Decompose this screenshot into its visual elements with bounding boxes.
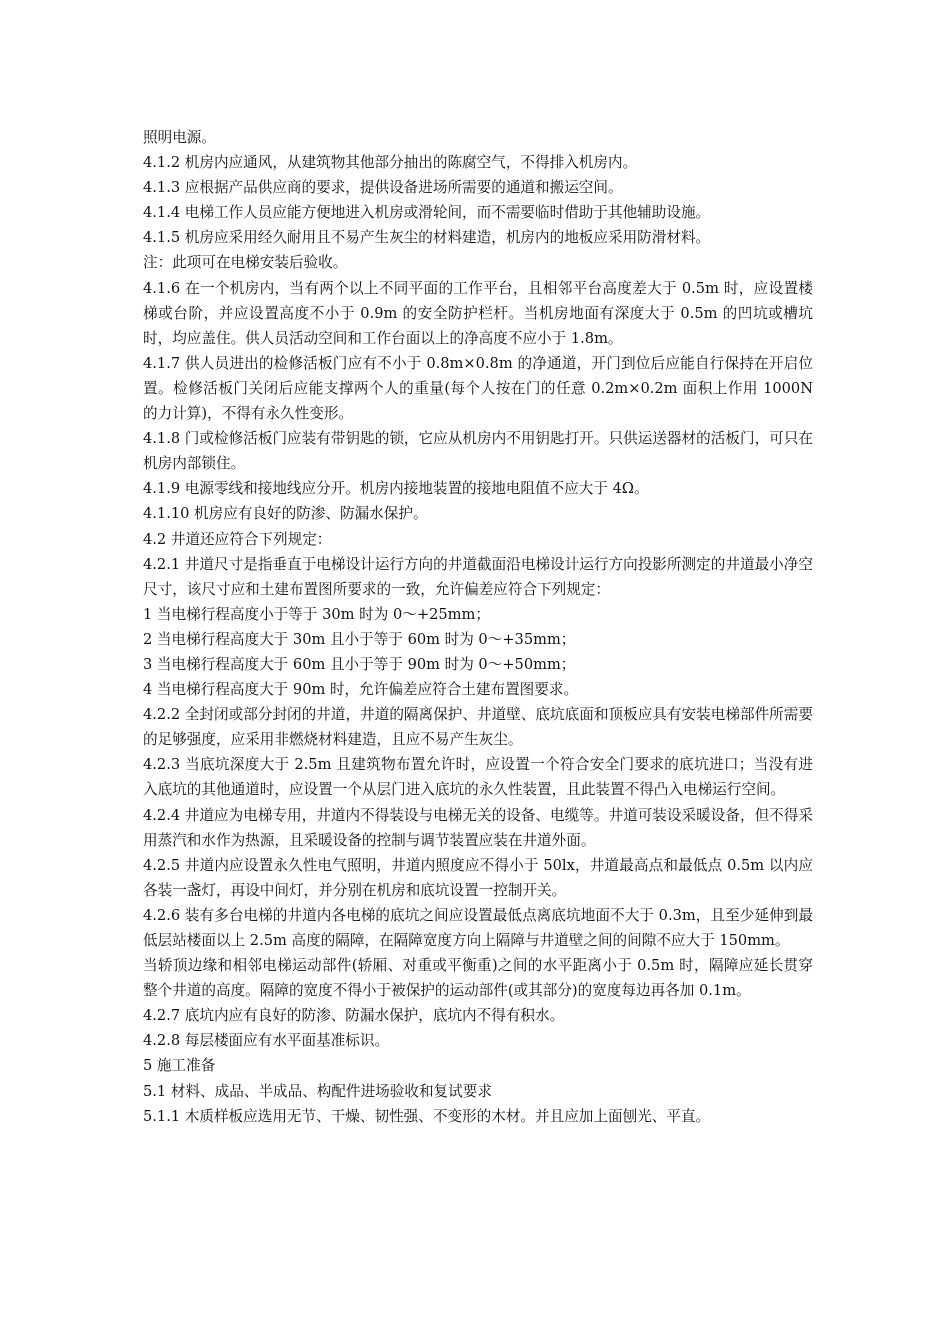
paragraph-4-1-7: 4.1.7 供人员进出的检修活板门应有不小于 0.8m×0.8m 的净通道，开门到位后应能自行保持在开启位置。检修活板门关闭后应能支撑两个人的重量(每个人按在门的任意 0.2m×0.2m 面积上作用 1000N 的力计算)，不得有永久性变形。 xyxy=(143,354,813,423)
paragraph-4-1-3: 4.1.3 应根据产品供应商的要求，提供设备进场所需要的通道和搬运空间。 xyxy=(143,179,623,197)
paragraph-4-2-7: 4.2.7 底坑内应有良好的防渗、防漏水保护，底坑内不得有积水。 xyxy=(143,1007,565,1025)
paragraph-4-1-10: 4.1.10 机房应有良好的防渗、防漏水保护。 xyxy=(143,505,428,523)
paragraph-4-1-5: 4.1.5 机房应采用经久耐用且不易产生灰尘的材料建造，机房内的地板应采用防滑材料。 xyxy=(143,229,711,247)
paragraph-4-2-5: 4.2.5 井道内应设置永久性电气照明，井道内照度应不得小于 50lx，井道最高点和最低点 0.5m 以内应各装一盏灯，再设中间灯，并分别在机房和底坑设置一控制开关。 xyxy=(143,856,813,899)
heading-5: 5 施工准备 xyxy=(143,1057,216,1075)
paragraph-lighting-power: 照明电源。 xyxy=(143,129,216,146)
list-item-3: 3 当电梯行程高度大于 60m 且小于等于 90m 时为 0～+50mm； xyxy=(143,655,576,673)
paragraph-4-2-3: 4.2.3 当底坑深度大于 2.5m 且建筑物布置允许时，应设置一个符合安全门要求的底坑进口；当没有进入底坑的其他通道时，应设置一个从层门进入底坑的永久性装置，且此装置不得凸入电梯运行空间。 xyxy=(143,756,813,799)
paragraph-4-1-6: 4.1.6 在一个机房内，当有两个以上不同平面的工作平台，且相邻平台高度差大于 0.5m 时，应设置楼梯或台阶，并应设置高度不小于 0.9m 的安全防护栏杆。当机房地面有深度大于 0.5m 的凹坑或槽坑时，均应盖住。供人员活动空间和工作台面以上的净高度不应小于 1.8m。 xyxy=(143,279,813,347)
paragraph-4-1-9: 4.1.9 电源零线和接地线应分开。机房内接地装置的接地电阻值不应大于 4Ω。 xyxy=(143,480,649,498)
heading-5-1: 5.1 材料、成品、半成品、构配件进场验收和复试要求 xyxy=(143,1082,492,1100)
paragraph-4-2-6: 4.2.6 装有多台电梯的井道内各电梯的底坑之间应设置最低点离底坑地面不大于 0.3m，且至少延伸到最低层站楼面以上 2.5m 高度的隔障，在隔障宽度方向上隔障与井道壁之间的间隙不应大于 150mm。 xyxy=(143,906,813,949)
paragraph-4-2-4: 4.2.4 井道应为电梯专用，井道内不得装设与电梯无关的设备、电缆等。井道可装设采暖设备，但不得采用蒸汽和水作为热源，且采暖设备的控制与调节装置应装在井道外面。 xyxy=(143,806,813,849)
list-item-1: 1 当电梯行程高度小于等于 30m 时为 0～+25mm； xyxy=(143,605,490,623)
paragraph-5-1-1: 5.1.1 木质样板应选用无节、干燥、韧性强、不变形的木材。并且应加上面刨光、平直。 xyxy=(143,1107,711,1125)
list-item-2: 2 当电梯行程高度大于 30m 且小于等于 60m 时为 0～+35mm； xyxy=(143,630,576,648)
paragraph-4-2-6-continued: 当轿顶边缘和相邻电梯运动部件(轿厢、对重或平衡重)之间的水平距离小于 0.5m 时，隔障应延长贯穿整个井道的高度。隔障的宽度不得小于被保护的运动部件(或其部分)的宽度每边再各加 0.1m。 xyxy=(143,957,813,1000)
paragraph-4-2-8: 4.2.8 每层楼面应有水平面基准标识。 xyxy=(143,1032,390,1050)
list-item-4: 4 当电梯行程高度大于 90m 时，允许偏差应符合土建布置图要求。 xyxy=(143,681,579,699)
paragraph-note: 注：此项可在电梯安装后验收。 xyxy=(143,254,348,272)
paragraph-4-1-4: 4.1.4 电梯工作人员应能方便地进入机房或滑轮间，而不需要临时借助于其他辅助设施。 xyxy=(143,204,711,222)
paragraph-4-1-8: 4.1.8 门或检修活板门应装有带钥匙的锁，它应从机房内不用钥匙打开。只供运送器材的活板门，可只在机房内部锁住。 xyxy=(143,430,813,473)
paragraph-4-2-1: 4.2.1 井道尺寸是指垂直于电梯设计运行方向的井道截面沿电梯设计运行方向投影所测定的井道最小净空尺寸，该尺寸应和土建布置图所要求的一致，允许偏差应符合下列规定： xyxy=(143,555,813,598)
heading-4-2: 4.2 井道还应符合下列规定： xyxy=(143,530,332,548)
paragraph-4-1-2: 4.1.2 机房内应通风，从建筑物其他部分抽出的陈腐空气，不得排入机房内。 xyxy=(143,154,638,172)
document-page xyxy=(143,125,813,1129)
paragraph-4-2-2: 4.2.2 全封闭或部分封闭的井道，井道的隔离保护、井道壁、底坑底面和顶板应具有安装电梯部件所需要的足够强度，应采用非燃烧材料建造，且应不易产生灰尘。 xyxy=(143,706,813,749)
